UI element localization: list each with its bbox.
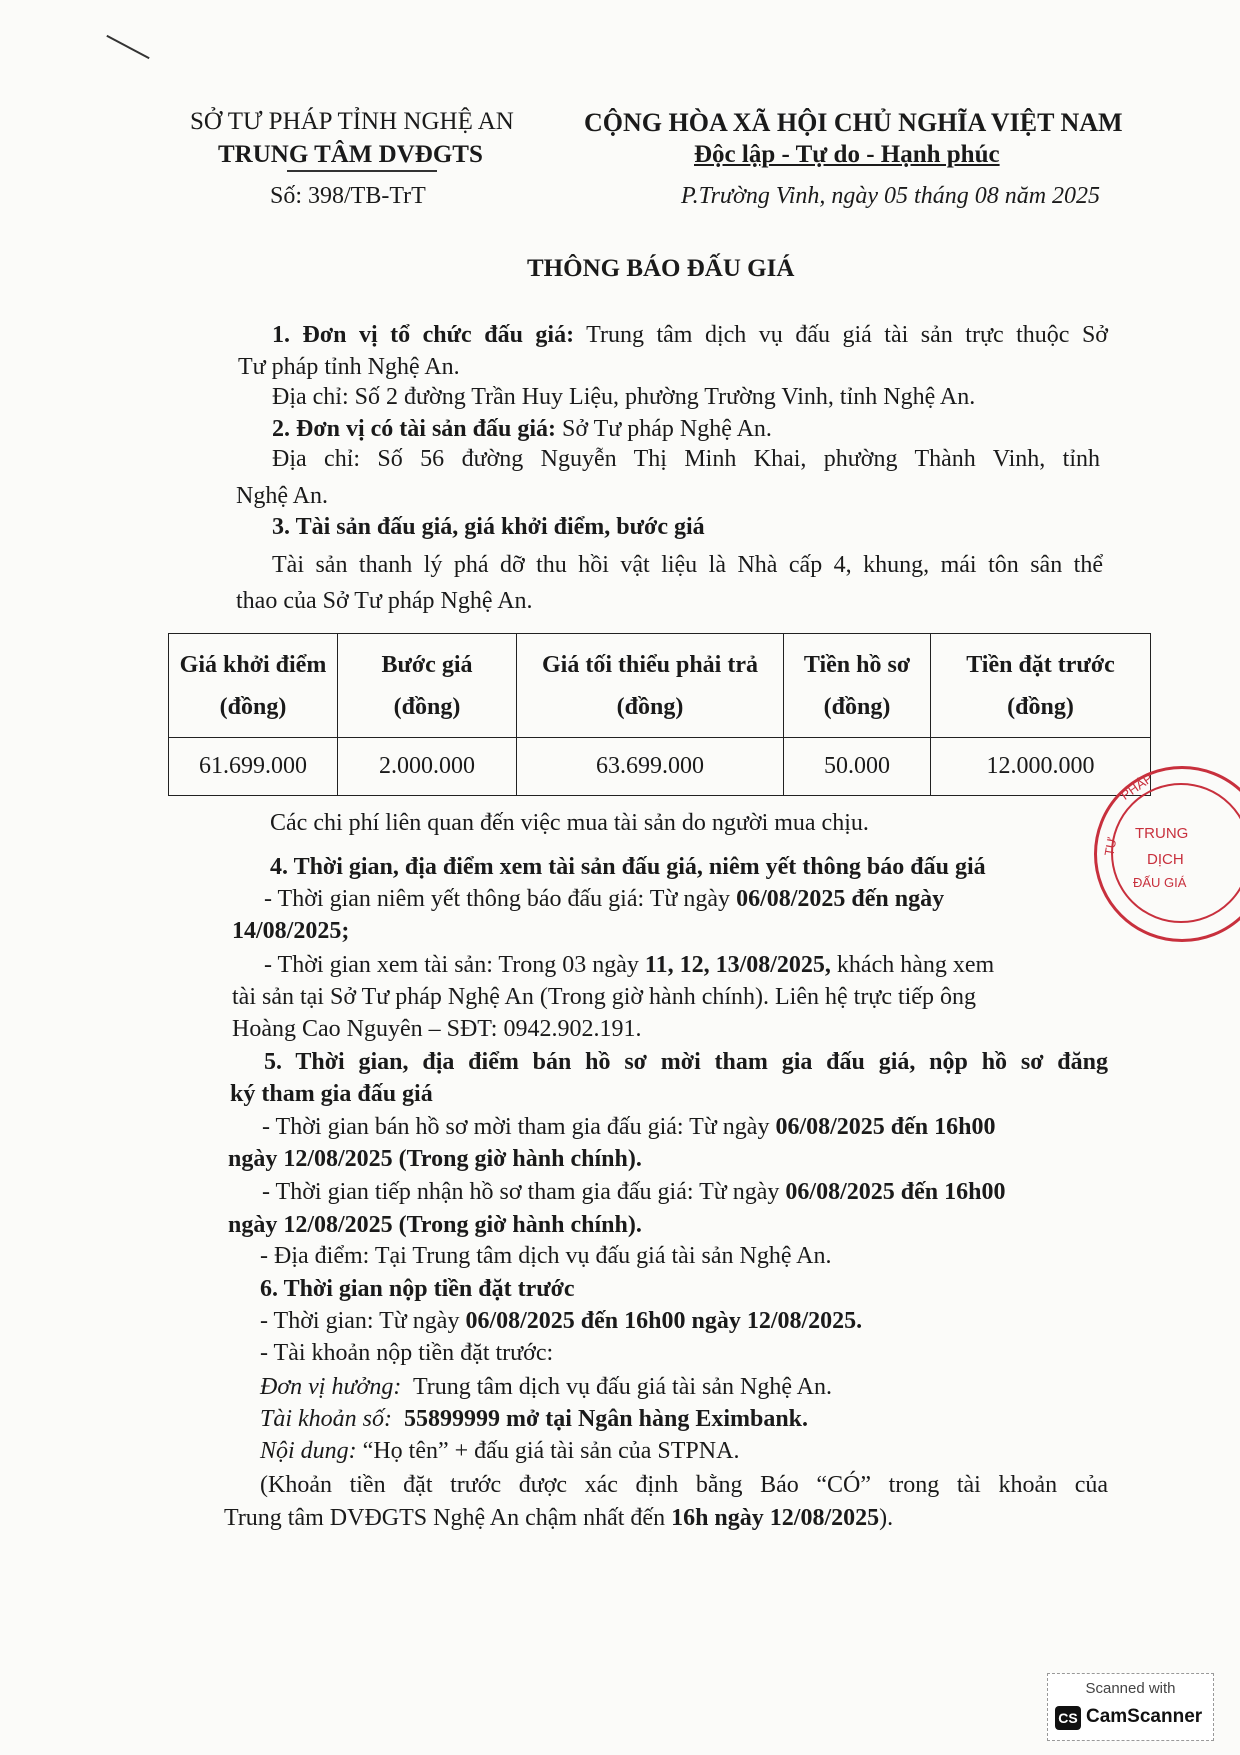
header-cell-minimum: Giá tối thiểu phải trả (đồng) bbox=[517, 634, 784, 738]
s6-line1: - Thời gian: Từ ngày 06/08/2025 đến 16h00 ngày 12/08/2025. bbox=[260, 1308, 863, 1334]
s1-label: 1. Đơn vị tổ chức đấu giá: bbox=[272, 322, 575, 348]
header-cell-file-fee: Tiền hồ sơ (đồng) bbox=[784, 634, 931, 738]
s5-heading-a: 5. Thời gian, địa điểm bán hồ sơ mời tham gia đấu giá, nộp hồ sơ đăng bbox=[264, 1049, 1108, 1075]
scan-mark bbox=[106, 35, 149, 59]
header-cell-starting-price: Giá khởi điểm (đồng) bbox=[169, 634, 338, 738]
header-left-underline bbox=[287, 170, 437, 172]
s4-line2: 14/08/2025; bbox=[232, 918, 350, 944]
s5-line5: - Địa điểm: Tại Trung tâm dịch vụ đấu giá tài sản Nghệ An. bbox=[260, 1243, 832, 1269]
s1-address: Địa chỉ: Số 2 đường Trần Huy Liệu, phường Trường Vinh, tỉnh Nghệ An. bbox=[272, 384, 976, 410]
place-date: P.Trường Vinh, ngày 05 tháng 08 năm 2025 bbox=[681, 183, 1101, 209]
stamp-text-1: TRUNG bbox=[1135, 825, 1189, 842]
s2-text: Sở Tư pháp Nghệ An. bbox=[562, 416, 772, 442]
center-name: TRUNG TÂM DVĐGTS bbox=[218, 141, 483, 168]
s1-line1 bbox=[272, 322, 1108, 349]
s5-line3: - Thời gian tiếp nhận hồ sơ tham gia đấu giá: Từ ngày 06/08/2025 đến 16h00 bbox=[262, 1179, 1006, 1205]
camscanner-watermark bbox=[1047, 1673, 1214, 1741]
value-minimum: 63.699.000 bbox=[517, 738, 784, 796]
s2-address-a: Địa chỉ: Số 56 đường Nguyễn Thị Minh Khai, phường Thành Vinh, tỉnh bbox=[272, 446, 1100, 472]
s5-line2: ngày 12/08/2025 (Trong giờ hành chính). bbox=[228, 1146, 642, 1172]
stamp-top-text: PHÁP bbox=[1117, 770, 1156, 803]
national-title: CỘNG HÒA XÃ HỘI CHỦ NGHĨA VIỆT NAM bbox=[584, 108, 1123, 137]
stamp-text-3: ĐẤU GIÁ bbox=[1133, 875, 1187, 890]
s6-note-b: Trung tâm DVĐGTS Nghệ An chậm nhất đến 16h ngày 12/08/2025). bbox=[224, 1505, 894, 1531]
s6-note-a: (Khoản tiền đặt trước được xác định bằng Báo “CÓ” trong tài khoản của bbox=[260, 1472, 1108, 1498]
price-table bbox=[168, 633, 1151, 796]
s3-heading: 3. Tài sản đấu giá, giá khởi điểm, bước giá bbox=[272, 514, 705, 540]
s6-content: Nội dung: “Họ tên” + đấu giá tài sản của STPNA. bbox=[260, 1438, 740, 1464]
s4-heading: 4. Thời gian, địa điểm xem tài sản đấu giá, niêm yết thông báo đấu giá bbox=[270, 854, 986, 880]
s2-label: 2. Đơn vị có tài sản đấu giá: bbox=[272, 416, 556, 442]
s4-line5: Hoàng Cao Nguyên – SĐT: 0942.902.191. bbox=[232, 1016, 642, 1042]
s2-line1 bbox=[272, 416, 1240, 443]
s4-line1: - Thời gian niêm yết thông báo đấu giá: Từ ngày 06/08/2025 đến ngày bbox=[264, 886, 945, 912]
watermark-brand: CamScanner bbox=[1086, 1706, 1203, 1727]
stamp-side-text: TƯ bbox=[1101, 835, 1120, 858]
header-cell-deposit: Tiền đặt trước (đồng) bbox=[931, 634, 1151, 738]
table-row bbox=[169, 738, 1151, 796]
doc-number: Số: 398/TB-TrT bbox=[270, 183, 426, 209]
value-starting-price: 61.699.000 bbox=[169, 738, 338, 796]
national-motto: Độc lập - Tự do - Hạnh phúc bbox=[694, 141, 1000, 168]
s6-line2: - Tài khoản nộp tiền đặt trước: bbox=[260, 1340, 554, 1366]
header-cell-step: Bước giá (đồng) bbox=[338, 634, 517, 738]
value-step: 2.000.000 bbox=[338, 738, 517, 796]
s1-line2: Tư pháp tỉnh Nghệ An. bbox=[238, 354, 460, 380]
s5-line4: ngày 12/08/2025 (Trong giờ hành chính). bbox=[228, 1212, 642, 1238]
agency-name: SỞ TƯ PHÁP TỈNH NGHỆ AN bbox=[190, 108, 514, 135]
s3-text-a: Tài sản thanh lý phá dỡ thu hồi vật liệu là Nhà cấp 4, khung, mái tôn sân thể bbox=[272, 552, 1103, 578]
s4-line4: tài sản tại Sở Tư pháp Nghệ An (Trong giờ hành chính). Liên hệ trực tiếp ông bbox=[232, 984, 976, 1010]
value-file-fee: 50.000 bbox=[784, 738, 931, 796]
table-header-row bbox=[169, 634, 1151, 738]
watermark-scanned-with: Scanned with bbox=[1085, 1680, 1176, 1697]
s4-line3: - Thời gian xem tài sản: Trong 03 ngày 11, 12, 13/08/2025, khách hàng xem bbox=[264, 952, 995, 978]
s2-address-b: Nghệ An. bbox=[236, 483, 328, 509]
camscanner-logo-icon: CS bbox=[1055, 1706, 1081, 1730]
s6-heading: 6. Thời gian nộp tiền đặt trước bbox=[260, 1276, 575, 1302]
s6-beneficiary: Đơn vị hưởng: Trung tâm dịch vụ đấu giá tài sản Nghệ An. bbox=[260, 1374, 832, 1400]
s6-account: Tài khoản số: 55899999 mở tại Ngân hàng Eximbank. bbox=[260, 1406, 809, 1432]
s1-text-a: Trung tâm dịch vụ đấu giá tài sản trực thuộc Sở bbox=[586, 322, 1108, 348]
value-deposit: 12.000.000 bbox=[931, 738, 1151, 796]
s5-heading-b: ký tham gia đấu giá bbox=[230, 1081, 433, 1107]
s3-text-b: thao của Sở Tư pháp Nghệ An. bbox=[236, 588, 533, 614]
s5-line1: - Thời gian bán hồ sơ mời tham gia đấu giá: Từ ngày 06/08/2025 đến 16h00 bbox=[262, 1114, 996, 1140]
s3-note: Các chi phí liên quan đến việc mua tài sản do người mua chịu. bbox=[270, 810, 869, 836]
document-title: THÔNG BÁO ĐẤU GIÁ bbox=[527, 255, 795, 282]
stamp-text-2: DỊCH bbox=[1147, 851, 1184, 868]
